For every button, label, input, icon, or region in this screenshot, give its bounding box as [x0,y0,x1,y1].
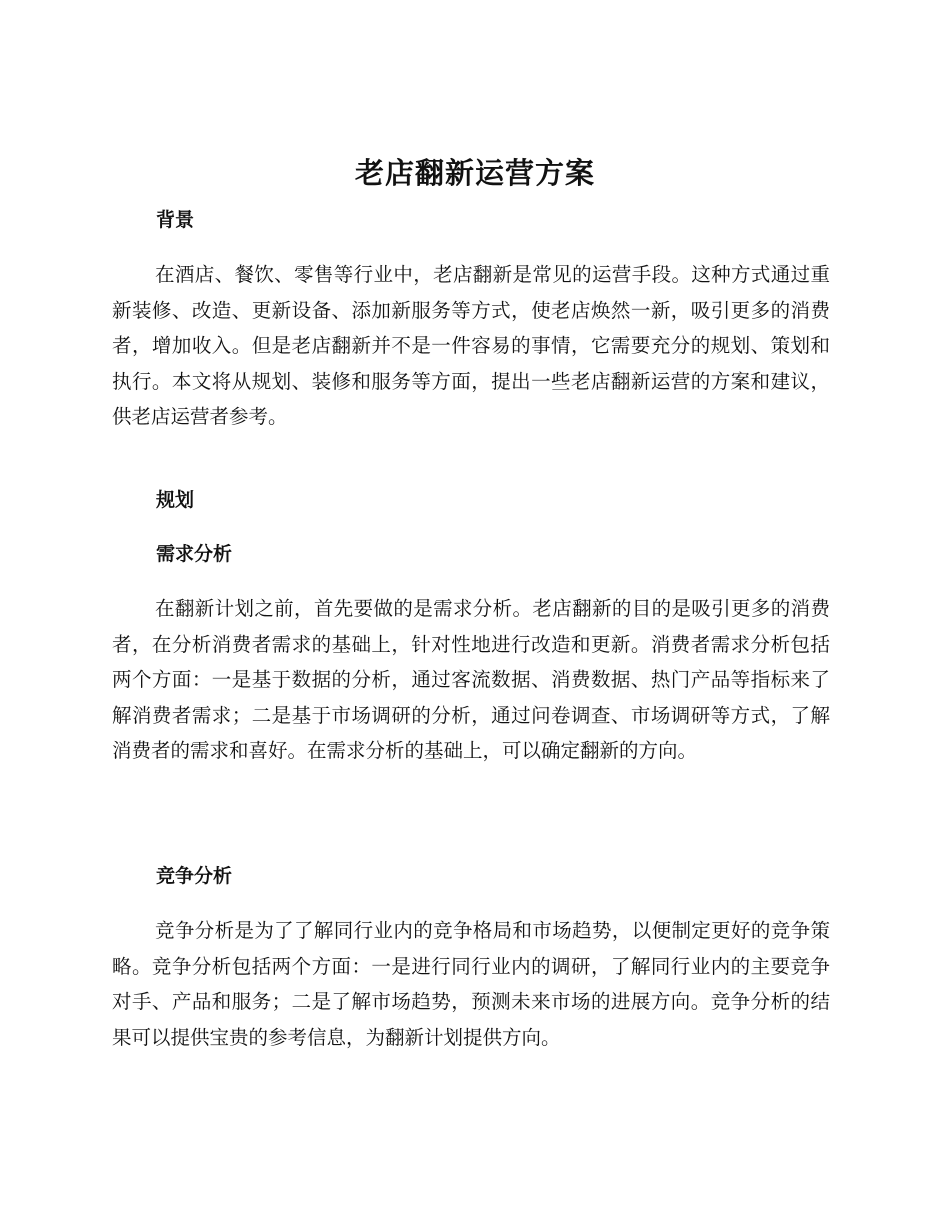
section-heading-competition-analysis: 竞争分析 [156,865,233,887]
section-heading-background: 背景 [156,209,195,231]
section-heading-demand-analysis: 需求分析 [156,543,233,565]
section-paragraph-background: 在酒店、餐饮、零售等行业中，老店翻新是常见的运营手段。这种方式通过重新装修、改造、更新设备、添加新服务等方式，使老店焕然一新，吸引更多的消费者，增加收入。但是老店翻新并不是一件容易的事情，它需要充分的规划、策划和执行。本文将从规划、装修和服务等方面，提出一些老店翻新运营的方案和建议，供老店运营者参考。 [112,263,830,428]
section-heading-planning: 规划 [156,489,195,511]
section-paragraph-competition-analysis: 竞争分析是为了了解同行业内的竞争格局和市场趋势，以便制定更好的竞争策略。竞争分析包括两个方面：一是进行同行业内的调研，了解同行业内的主要竞争对手、产品和服务；二是了解市场趋势，预测未来市场的进展方向。竞争分析的结果可以提供宝贵的参考信息，为翻新计划提供方向。 [112,919,830,1049]
document-title: 老店翻新运营方案 [354,156,595,190]
section-paragraph-demand-analysis: 在翻新计划之前，首先要做的是需求分析。老店翻新的目的是吸引更多的消费者，在分析消费者需求的基础上，针对性地进行改造和更新。消费者需求分析包括两个方面：一是基于数据的分析，通过客流数据、消费数据、热门产品等指标来了解消费者需求；二是基于市场调研的分析，通过问卷调查、市场调研等方式，了解消费者的需求和喜好。在需求分析的基础上，可以确定翻新的方向。 [112,597,830,762]
